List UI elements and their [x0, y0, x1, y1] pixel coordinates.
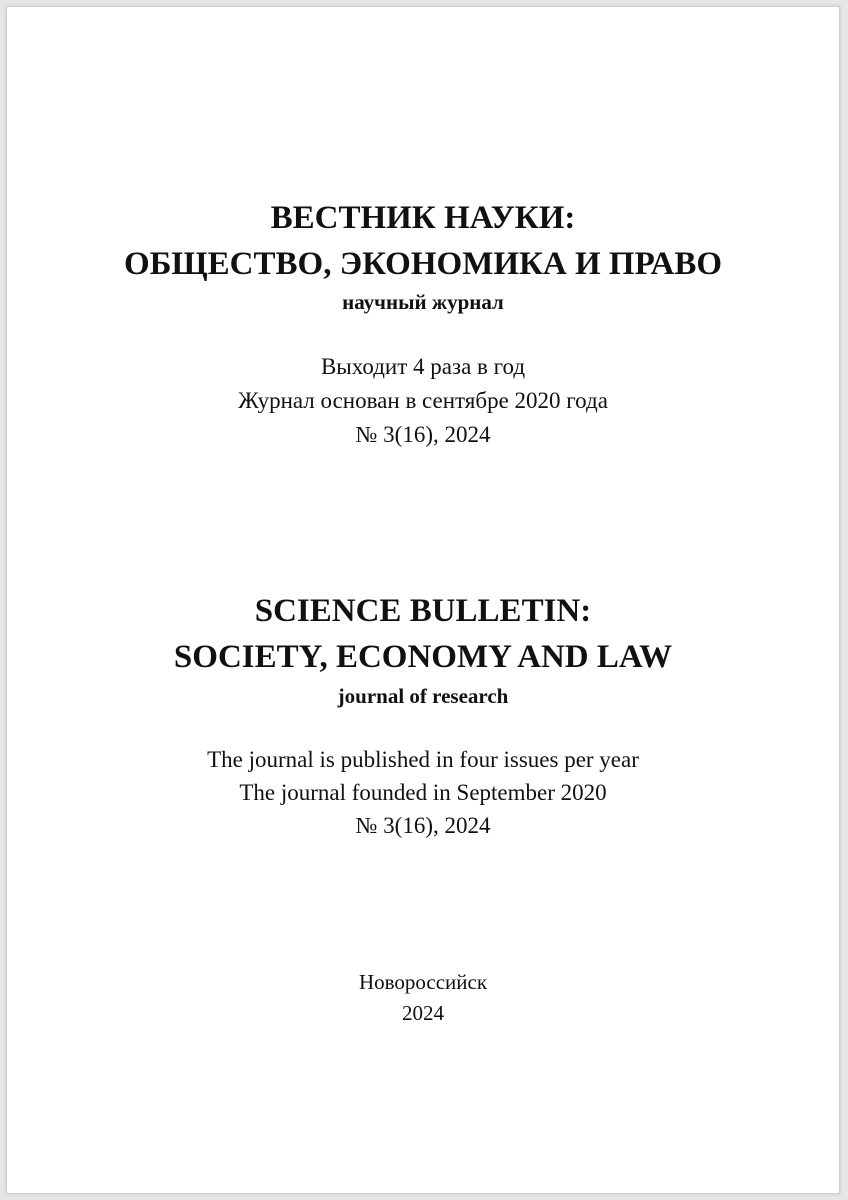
ru-subtitle: научный журнал	[342, 290, 504, 314]
en-issue: № 3(16), 2024	[355, 813, 491, 838]
en-title-line1: SCIENCE BULLETIN:	[254, 593, 592, 629]
en-frequency: The journal is published in four issues per year	[207, 747, 639, 772]
ru-founded: Журнал основан в сентябре 2020 года	[238, 388, 608, 413]
en-title-line2: SOCIETY, ECONOMY AND LAW	[173, 639, 673, 675]
imprint-year: 2024	[402, 1001, 444, 1025]
title-page	[6, 6, 840, 1194]
ru-title-line2: ОБЩЕСТВО, ЭКОНОМИКА И ПРАВО	[123, 246, 723, 282]
ru-frequency: Выходит 4 раза в год	[320, 354, 526, 379]
ru-issue: № 3(16), 2024	[355, 422, 491, 447]
imprint-city: Новороссийск	[358, 970, 488, 994]
en-founded: The journal founded in September 2020	[239, 780, 607, 805]
ru-title-line1: ВЕСТНИК НАУКИ:	[270, 200, 576, 236]
en-subtitle: journal of research	[337, 684, 509, 708]
